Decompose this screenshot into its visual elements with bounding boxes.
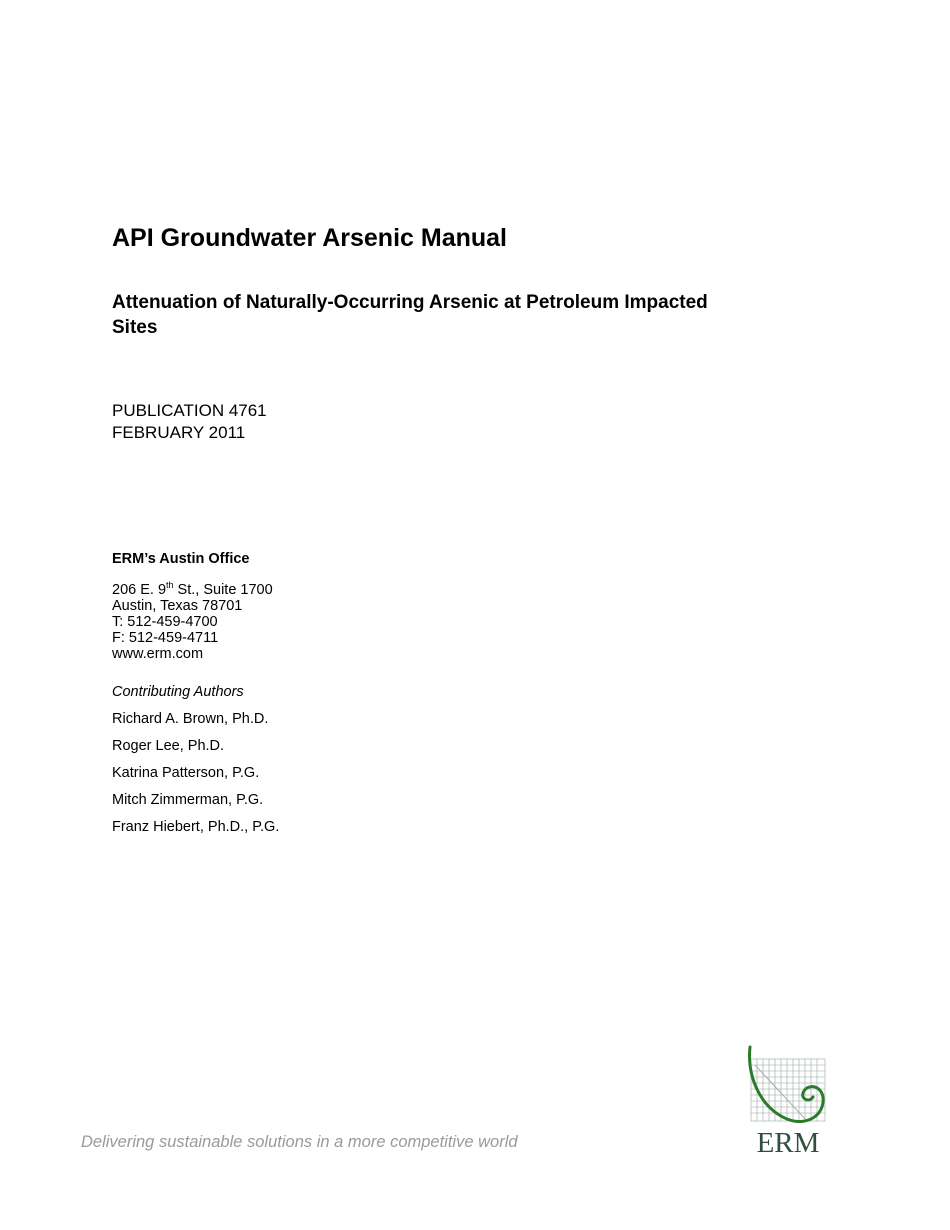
author-item: Katrina Patterson, P.G. (112, 765, 260, 781)
footer-tagline: Delivering sustainable solutions in a more competitive world (81, 1133, 518, 1151)
logo-grid (751, 1059, 825, 1121)
address-website: www.erm.com (112, 646, 204, 662)
author-item: Richard A. Brown, Ph.D. (112, 711, 269, 727)
publication-number: PUBLICATION 4761 (112, 401, 267, 420)
logo-swirl (750, 1047, 824, 1122)
publication-date: FEBRUARY 2011 (112, 423, 246, 442)
author-item: Roger Lee, Ph.D. (112, 738, 225, 754)
street-ordinal: th (166, 580, 174, 590)
street-rest: St., Suite 1700 (173, 582, 273, 598)
office-heading: ERM’s Austin Office (112, 551, 250, 567)
street-number: 206 E. 9 (112, 582, 167, 598)
address-street (112, 582, 273, 598)
authors-heading: Contributing Authors (112, 684, 244, 700)
logo-text: ERM (756, 1127, 820, 1155)
address-city: Austin, Texas 78701 (112, 598, 243, 614)
erm-logo (745, 1045, 831, 1155)
document-title: API Groundwater Arsenic Manual (112, 224, 507, 252)
publication-info (112, 400, 267, 444)
authors-list (112, 711, 279, 846)
author-item: Mitch Zimmerman, P.G. (112, 792, 264, 808)
address-phone: T: 512-459-4700 (112, 614, 218, 630)
address-fax: F: 512-459-4711 (112, 630, 219, 646)
document-subtitle: Attenuation of Naturally-Occurring Arsenic at Petroleum Impacted Sites (112, 292, 708, 338)
author-item: Franz Hiebert, Ph.D., P.G. (112, 819, 280, 835)
office-address (112, 582, 273, 662)
